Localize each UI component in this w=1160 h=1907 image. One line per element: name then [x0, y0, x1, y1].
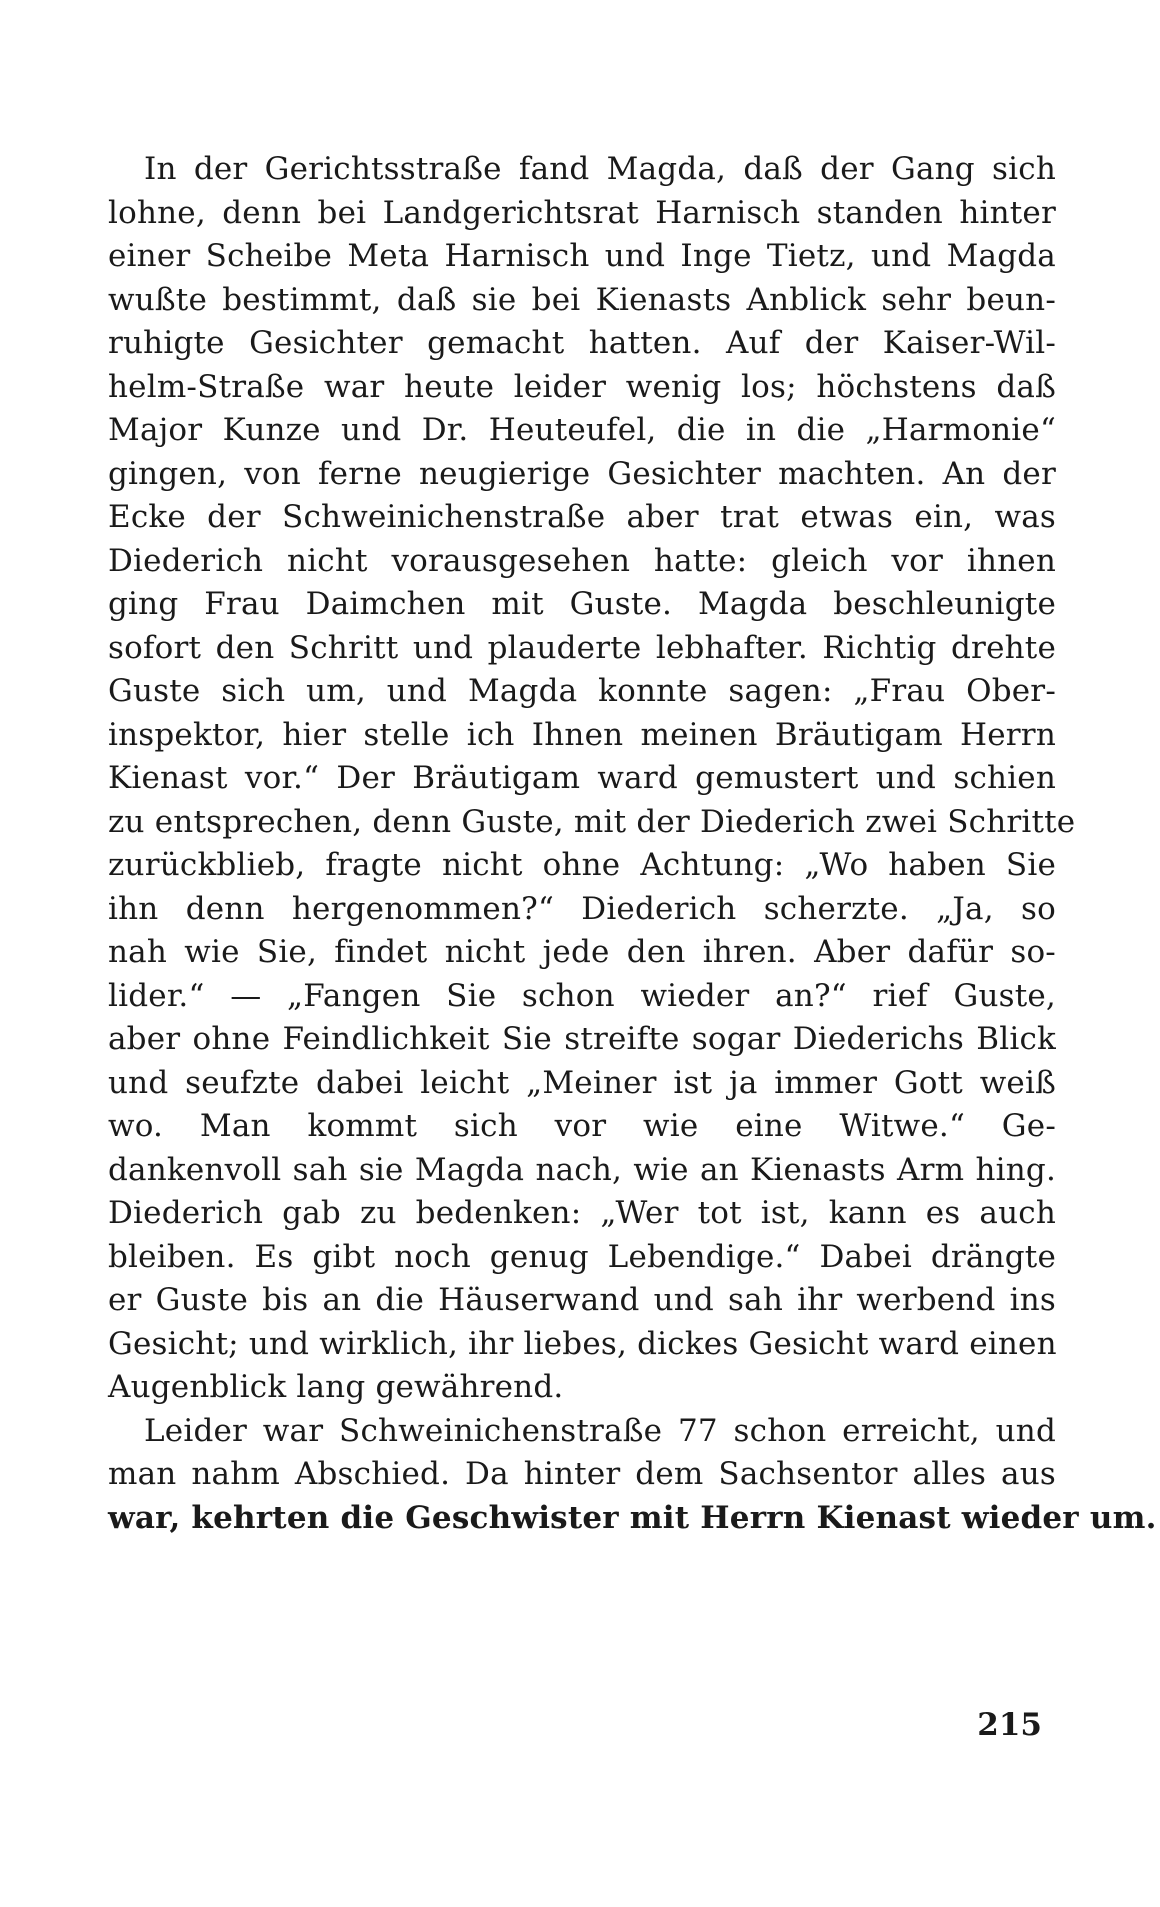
text-line: Kienast vor.“ Der Bräutigam ward gemustert und schien	[108, 760, 1056, 796]
text-line: Gesicht; und wirklich, ihr liebes, dickes Gesicht ward einen	[108, 1325, 1057, 1362]
text-line: und seufzte dabei leicht „Meiner ist ja immer Gott weiß	[108, 1064, 1056, 1101]
text-line: helm-Straße war heute leider wenig los; höchstens daß	[108, 368, 1056, 405]
text-line: bleiben. Es gibt noch genug Lebendige.“ Dabei drängte	[108, 1238, 1056, 1275]
text-line: ruhigte Gesichter gemacht hatten. Auf der Kaiser-Wil-	[108, 325, 1056, 361]
text-line: Diederich nicht vorausgesehen hatte: gleich vor ihnen	[108, 542, 1056, 579]
text-line: In der Gerichtsstraße fand Magda, daß der Gang sich	[144, 151, 1056, 187]
text-line: Major Kunze und Dr. Heuteufel, die in die „Harmonie“	[108, 412, 1056, 448]
text-line: aber ohne Feindlichkeit Sie streifte sogar Diederichs Blick	[108, 1021, 1056, 1057]
page-number: 215	[977, 1707, 1042, 1743]
paragraph-1	[108, 148, 1076, 1410]
text-line: wußte bestimmt, daß sie bei Kienasts Anblick sehr beun-	[108, 281, 1056, 318]
text-line: er Guste bis an die Häuserwand und sah ihr werbend ins	[108, 1282, 1056, 1318]
text-line: sofort den Schritt und plauderte lebhafter. Richtig drehte	[108, 629, 1056, 666]
text-line: Guste sich um, und Magda konnte sagen: „Frau Ober-	[108, 673, 1056, 709]
text-line: gingen, von ferne neugierige Gesichter machten. An der	[108, 455, 1056, 492]
text-line: Leider war Schweinichenstraße 77 schon erreicht, und	[144, 1412, 1056, 1449]
paragraph-2	[108, 1410, 1157, 1541]
text-line: wo. Man kommt sich vor wie eine Witwe.“ Ge-	[108, 1108, 1056, 1144]
text-line: lohne, denn bei Landgerichtsrat Harnisch standen hinter	[108, 194, 1056, 231]
text-line: dankenvoll sah sie Magda nach, wie an Kienasts Arm hing.	[108, 1151, 1056, 1188]
text-line: Diederich gab zu bedenken: „Wer tot ist, kann es auch	[108, 1195, 1056, 1231]
text-line: nah wie Sie, findet nicht jede den ihren. Aber dafür so-	[108, 934, 1056, 970]
text-line: lider.“ — „Fangen Sie schon wieder an?“ rief Guste,	[108, 977, 1056, 1014]
text-line: zurückblieb, fragte nicht ohne Achtung: „Wo haben Sie	[108, 847, 1056, 883]
text-line: Augenblick lang gewährend.	[108, 1369, 564, 1405]
text-line: man nahm Abschied. Da hinter dem Sachsentor alles aus	[108, 1456, 1056, 1492]
text-line: inspektor, hier stelle ich Ihnen meinen Bräutigam Herrn	[108, 716, 1056, 753]
body-text	[108, 148, 1157, 1540]
text-line: ihn denn hergenommen?“ Diederich scherzte. „Ja, so	[108, 890, 1056, 927]
text-line: ging Frau Daimchen mit Guste. Magda beschleunigte	[108, 586, 1056, 622]
text-line: war, kehrten die Geschwister mit Herrn Kienast wieder um.	[108, 1499, 1157, 1536]
text-line: zu entsprechen, denn Guste, mit der Diederich zwei Schritte	[108, 803, 1076, 840]
text-line: Ecke der Schweinichenstraße aber trat etwas ein, was	[108, 499, 1056, 535]
text-line: einer Scheibe Meta Harnisch und Inge Tietz, und Magda	[108, 238, 1056, 274]
